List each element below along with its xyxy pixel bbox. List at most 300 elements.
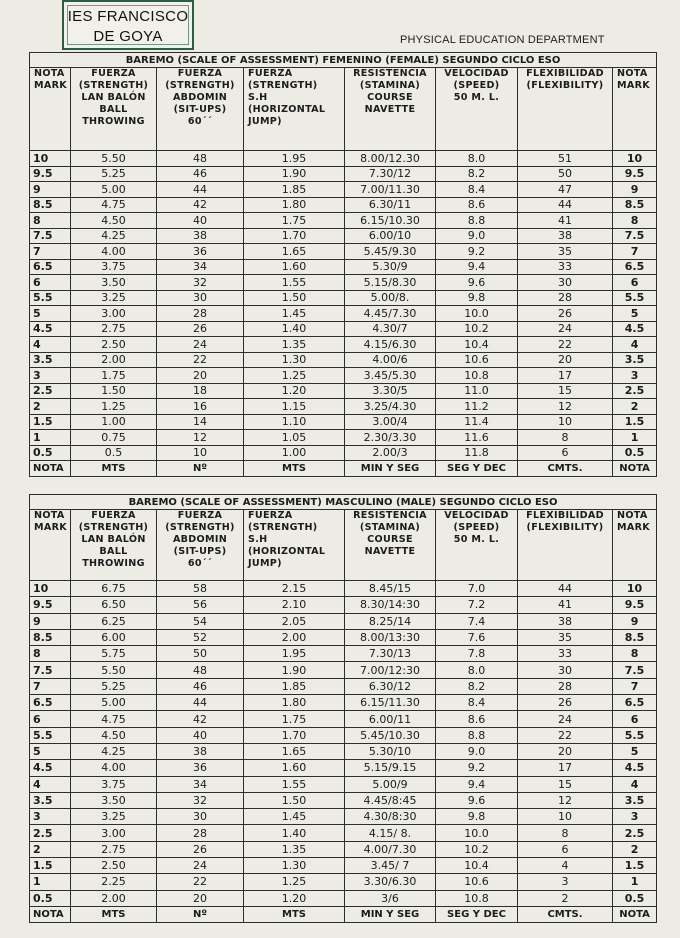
table-cell: 6.00/10 (345, 228, 436, 244)
table-row (30, 629, 657, 645)
table-cell: 7 (30, 244, 71, 260)
table-cell: 24 (518, 321, 613, 337)
table-cell: 1.80 (244, 695, 345, 711)
table-cell: 1.35 (244, 337, 345, 353)
table-cell: 36 (157, 760, 244, 776)
table-row (30, 352, 657, 368)
table-cell: 9.6 (436, 275, 518, 291)
table-cell: 5.45/10.30 (345, 727, 436, 743)
table-cell: 7 (613, 678, 657, 694)
table-cell: 9.4 (436, 259, 518, 275)
table-cell: 2 (30, 399, 71, 415)
table-cell: 4.45/8:45 (345, 792, 436, 808)
table-row (30, 213, 657, 229)
table-cell: 4 (30, 337, 71, 353)
table-cell: 8 (30, 213, 71, 229)
table-cell: 10 (30, 151, 71, 167)
table-cell: 7 (30, 678, 71, 694)
table-row (30, 581, 657, 597)
table-cell: 10.8 (436, 368, 518, 384)
table-cell: 7.00/11.30 (345, 182, 436, 198)
table-cell: 42 (157, 711, 244, 727)
table-cell: 5.45/9.30 (345, 244, 436, 260)
table-cell: 4.25 (71, 743, 157, 759)
female-assessment-table (29, 52, 657, 477)
units-row (30, 461, 657, 477)
table-cell: 35 (518, 244, 613, 260)
table-cell: 4.50 (71, 727, 157, 743)
table-cell: 3 (613, 809, 657, 825)
column-header-line: NOTA (617, 68, 648, 79)
table-cell: 6.15/10.30 (345, 213, 436, 229)
units-cell: CMTS. (518, 906, 613, 922)
table-cell: 3.75 (71, 776, 157, 792)
table-cell: 2.00 (71, 352, 157, 368)
table-cell: 4 (30, 776, 71, 792)
table-cell: 48 (157, 662, 244, 678)
table-cell: 1.65 (244, 244, 345, 260)
table-cell: 5.15/8.30 (345, 275, 436, 291)
table-cell: 4.30/7 (345, 321, 436, 337)
table-cell: 1.90 (244, 662, 345, 678)
table-cell: 8 (613, 213, 657, 229)
table-cell: 1.25 (244, 874, 345, 890)
table-cell: 38 (518, 613, 613, 629)
table-cell: 8.5 (30, 197, 71, 213)
column-header-line: FLEXIBILIDAD (526, 510, 604, 521)
table-cell: 5.30/10 (345, 743, 436, 759)
table-cell: 35 (518, 629, 613, 645)
table-cell: 5.15/9.15 (345, 760, 436, 776)
column-header-line: NOTA (34, 68, 65, 79)
table-cell: 1.45 (244, 809, 345, 825)
column-header-line: (STAMINA) (359, 80, 421, 91)
table-cell: 1.5 (613, 414, 657, 430)
table-cell: 1.65 (244, 743, 345, 759)
table-cell: 5.5 (613, 727, 657, 743)
table-cell: 3.25 (71, 809, 157, 825)
column-header-line: RESISTENCIA (353, 510, 427, 521)
table-cell: 16 (157, 399, 244, 415)
table-cell: 8.0 (436, 151, 518, 167)
column-header-line: RESISTENCIA (353, 68, 427, 79)
table-cell: 3.45/5.30 (345, 368, 436, 384)
column-header-line: FUERZA (91, 510, 136, 521)
table-cell: 5.00/8. (345, 290, 436, 306)
table-cell: 11.6 (436, 430, 518, 446)
table-cell: 44 (518, 197, 613, 213)
table-cell: 44 (157, 182, 244, 198)
column-header (244, 510, 345, 581)
table-row (30, 244, 657, 260)
table-cell: 8.8 (436, 727, 518, 743)
department-heading: PHYSICAL EDUCATION DEPARTMENT (400, 34, 605, 46)
table-cell: 6 (30, 711, 71, 727)
table-cell: 3.00 (71, 825, 157, 841)
table-cell: 9 (30, 182, 71, 198)
table-cell: 1.20 (244, 383, 345, 399)
table-cell: 11.4 (436, 414, 518, 430)
units-cell: MTS (71, 906, 157, 922)
table-cell: 22 (518, 337, 613, 353)
table-cell: 20 (157, 368, 244, 384)
table-row (30, 399, 657, 415)
table-cell: 1.75 (71, 368, 157, 384)
table-cell: 4.5 (613, 760, 657, 776)
table-cell: 3.25/4.30 (345, 399, 436, 415)
table-cell: 3.25 (71, 290, 157, 306)
table-cell: 46 (157, 166, 244, 182)
table-cell: 7.4 (436, 613, 518, 629)
table-cell: 6.5 (30, 259, 71, 275)
column-header-line: (STRENGTH) (78, 522, 149, 533)
table-cell: 4.5 (30, 760, 71, 776)
table-cell: 6.30/12 (345, 678, 436, 694)
table-cell: 7.6 (436, 629, 518, 645)
column-header (345, 68, 436, 151)
table-cell: 26 (518, 306, 613, 322)
column-header (436, 510, 518, 581)
table-cell: 9.5 (613, 166, 657, 182)
table-cell: 1.25 (71, 399, 157, 415)
table-cell: 10.2 (436, 321, 518, 337)
table-cell: 4.45/7.30 (345, 306, 436, 322)
units-cell: NOTA (30, 461, 71, 477)
table-cell: 2.30/3.30 (345, 430, 436, 446)
table-cell: 0.5 (30, 445, 71, 461)
table-cell: 2 (518, 890, 613, 906)
table-cell: 54 (157, 613, 244, 629)
table-cell: 50 (518, 166, 613, 182)
table-cell: 5.5 (30, 727, 71, 743)
table-cell: 2.15 (244, 581, 345, 597)
table-cell: 1.50 (244, 290, 345, 306)
units-row (30, 906, 657, 922)
table-row (30, 760, 657, 776)
table-cell: 2.00/3 (345, 445, 436, 461)
table-row (30, 290, 657, 306)
table-cell: 8.5 (613, 629, 657, 645)
table-cell: 1.30 (244, 352, 345, 368)
table-cell: 3 (518, 874, 613, 890)
table-cell: 30 (518, 275, 613, 291)
units-cell: CMTS. (518, 461, 613, 477)
table-cell: 1 (30, 874, 71, 890)
table-cell: 1.95 (244, 646, 345, 662)
table-row (30, 662, 657, 678)
column-header-line: FUERZA (248, 68, 293, 79)
table-cell: 1.05 (244, 430, 345, 446)
units-cell: MIN Y SEG (345, 461, 436, 477)
logo-line-2: DE GOYA (93, 28, 163, 45)
table-row (30, 430, 657, 446)
table-cell: 4.30/8:30 (345, 809, 436, 825)
table-cell: 5 (30, 306, 71, 322)
column-header-line: S.H (248, 534, 268, 545)
column-header-line: (STRENGTH) (165, 522, 235, 533)
table-cell: 8.2 (436, 678, 518, 694)
table-cell: 50 (157, 646, 244, 662)
table-cell: 10 (157, 445, 244, 461)
table-cell: 3.30/5 (345, 383, 436, 399)
table-cell: 3.5 (613, 792, 657, 808)
column-header-line: S.H (248, 92, 268, 103)
table-cell: 38 (157, 743, 244, 759)
table-cell: 4.5 (30, 321, 71, 337)
table-cell: 26 (157, 321, 244, 337)
table-cell: 52 (157, 629, 244, 645)
table-row (30, 151, 657, 167)
table-cell: 3 (30, 368, 71, 384)
table-row (30, 182, 657, 198)
table-cell: 3.5 (30, 792, 71, 808)
column-header-line: BALL (99, 104, 128, 115)
table-cell: 9.5 (30, 166, 71, 182)
table-title: BAREMO (SCALE OF ASSESSMENT) MASCULINO (MALE) SEGUNDO CICLO ESO (30, 495, 657, 510)
header-row (30, 510, 657, 581)
column-header-line: (SIT-UPS) (173, 546, 227, 557)
table-cell: 7 (613, 244, 657, 260)
table-cell: 6.5 (613, 259, 657, 275)
table-cell: 1.15 (244, 399, 345, 415)
table-cell: 20 (157, 890, 244, 906)
table-cell: 1.5 (613, 858, 657, 874)
table-cell: 1.90 (244, 166, 345, 182)
table-cell: 17 (518, 760, 613, 776)
column-header-line: (STRENGTH) (78, 80, 149, 91)
table-cell: 3.50 (71, 792, 157, 808)
table-cell: 2 (30, 841, 71, 857)
units-cell: SEG Y DEC (436, 906, 518, 922)
male-assessment-table (29, 494, 657, 923)
column-header-line: (SPEED) (453, 80, 500, 91)
table-cell: 9 (613, 182, 657, 198)
table-cell: 9.0 (436, 743, 518, 759)
table-cell: 8.2 (436, 166, 518, 182)
table-cell: 5 (30, 743, 71, 759)
units-cell: MTS (244, 461, 345, 477)
table-cell: 1.10 (244, 414, 345, 430)
header-row (30, 68, 657, 151)
table-cell: 9.8 (436, 809, 518, 825)
logo-line-1: IES FRANCISCO (67, 8, 189, 25)
table-cell: 7.5 (613, 662, 657, 678)
table-cell: 5.25 (71, 678, 157, 694)
table-cell: 6.75 (71, 581, 157, 597)
table-cell: 2.50 (71, 858, 157, 874)
table-cell: 5.5 (30, 290, 71, 306)
table-row (30, 646, 657, 662)
table-row (30, 383, 657, 399)
column-header-line: JUMP) (248, 116, 282, 127)
table-cell: 1.95 (244, 151, 345, 167)
table-cell: 7.2 (436, 597, 518, 613)
table-cell: 3.00/4 (345, 414, 436, 430)
table-cell: 7.5 (30, 228, 71, 244)
column-header-line: FUERZA (177, 510, 223, 521)
table-cell: 22 (518, 727, 613, 743)
column-header-line: BALL (99, 546, 128, 557)
table-cell: 26 (518, 695, 613, 711)
table-cell: 6.5 (613, 695, 657, 711)
table-cell: 8.6 (436, 711, 518, 727)
table-cell: 4.00 (71, 760, 157, 776)
table-cell: 1.85 (244, 182, 345, 198)
table-row (30, 228, 657, 244)
table-cell: 1.85 (244, 678, 345, 694)
table-cell: 24 (157, 858, 244, 874)
table-cell: 1 (613, 430, 657, 446)
table-cell: 44 (157, 695, 244, 711)
table-cell: 5.75 (71, 646, 157, 662)
column-header (157, 68, 244, 151)
table-cell: 3.5 (30, 352, 71, 368)
table-cell: 3.45/ 7 (345, 858, 436, 874)
table-cell: 9.2 (436, 244, 518, 260)
table-cell: 36 (157, 244, 244, 260)
table-row (30, 368, 657, 384)
table-row (30, 776, 657, 792)
table-cell: 7.5 (613, 228, 657, 244)
table-cell: 12 (518, 792, 613, 808)
table-cell: 9.0 (436, 228, 518, 244)
column-header-line: (SPEED) (453, 522, 500, 533)
table-row (30, 711, 657, 727)
table-cell: 11.8 (436, 445, 518, 461)
table-cell: 2.5 (613, 383, 657, 399)
table-cell: 56 (157, 597, 244, 613)
column-header (244, 68, 345, 151)
table-cell: 2.75 (71, 321, 157, 337)
table-cell: 2.5 (30, 825, 71, 841)
table-cell: 10.6 (436, 874, 518, 890)
column-header-line: COURSE (367, 92, 413, 103)
column-header-line: (HORIZONTAL (248, 104, 326, 115)
school-logo (62, 0, 194, 50)
table-cell: 1.5 (30, 858, 71, 874)
table-cell: 15 (518, 776, 613, 792)
table-cell: 1.45 (244, 306, 345, 322)
table-cell: 51 (518, 151, 613, 167)
table-cell: 9.6 (436, 792, 518, 808)
table-cell: 5.50 (71, 151, 157, 167)
column-header (157, 510, 244, 581)
table-cell: 6 (613, 275, 657, 291)
table-cell: 8.00/12.30 (345, 151, 436, 167)
table-cell: 5.00 (71, 182, 157, 198)
table-cell: 4.75 (71, 711, 157, 727)
table-cell: 4.50 (71, 213, 157, 229)
table-cell: 17 (518, 368, 613, 384)
table-cell: 9.5 (613, 597, 657, 613)
table-row (30, 727, 657, 743)
table-cell: 6.5 (30, 695, 71, 711)
column-header-line: JUMP) (248, 558, 282, 569)
units-cell: MTS (244, 906, 345, 922)
table-cell: 8.4 (436, 695, 518, 711)
table-cell: 22 (157, 874, 244, 890)
column-header-line: NOTA (617, 510, 648, 521)
table-cell: 4 (613, 776, 657, 792)
table-cell: 2.50 (71, 337, 157, 353)
table-cell: 41 (518, 213, 613, 229)
male-assessment-table-wrap (29, 494, 656, 923)
table-cell: 10.8 (436, 890, 518, 906)
table-row (30, 306, 657, 322)
table-cell: 7.30/12 (345, 166, 436, 182)
column-header-line: 60´´ (187, 116, 213, 127)
table-cell: 7.5 (30, 662, 71, 678)
table-cell: 4 (518, 858, 613, 874)
column-header-line: (HORIZONTAL (248, 546, 326, 557)
table-cell: 24 (518, 711, 613, 727)
table-cell: 48 (157, 151, 244, 167)
table-cell: 11.2 (436, 399, 518, 415)
column-header (518, 510, 613, 581)
column-header-line: THROWING (82, 116, 145, 127)
table-cell: 8.5 (613, 197, 657, 213)
column-header-line: 50 M. L. (453, 92, 500, 103)
table-cell: 11.0 (436, 383, 518, 399)
table-cell: 8 (613, 646, 657, 662)
table-cell: 5.00/9 (345, 776, 436, 792)
table-cell: 18 (157, 383, 244, 399)
table-row (30, 874, 657, 890)
table-cell: 7.0 (436, 581, 518, 597)
table-cell: 1.20 (244, 890, 345, 906)
units-cell: NOTA (613, 461, 657, 477)
table-cell: 15 (518, 383, 613, 399)
table-cell: 7.8 (436, 646, 518, 662)
column-header-line: (SIT-UPS) (173, 104, 227, 115)
table-cell: 5.50 (71, 662, 157, 678)
table-cell: 1.40 (244, 825, 345, 841)
table-cell: 0.5 (71, 445, 157, 461)
table-cell: 8 (518, 825, 613, 841)
table-cell: 5.30/9 (345, 259, 436, 275)
table-row (30, 414, 657, 430)
table-cell: 41 (518, 597, 613, 613)
column-header (613, 68, 657, 151)
table-cell: 28 (157, 825, 244, 841)
table-cell: 10.6 (436, 352, 518, 368)
table-cell: 4.75 (71, 197, 157, 213)
table-cell: 0.5 (613, 445, 657, 461)
table-cell: 24 (157, 337, 244, 353)
table-cell: 6.30/11 (345, 197, 436, 213)
column-header (436, 68, 518, 151)
table-cell: 3.50 (71, 275, 157, 291)
column-header-line: VELOCIDAD (444, 510, 509, 521)
table-row (30, 166, 657, 182)
table-row (30, 743, 657, 759)
table-cell: 4 (613, 337, 657, 353)
table-cell: 2.00 (244, 629, 345, 645)
table-cell: 3/6 (345, 890, 436, 906)
table-row (30, 825, 657, 841)
table-cell: 2.5 (30, 383, 71, 399)
table-cell: 47 (518, 182, 613, 198)
table-cell: 9 (613, 613, 657, 629)
table-cell: 46 (157, 678, 244, 694)
table-cell: 7.30/13 (345, 646, 436, 662)
table-cell: 2.25 (71, 874, 157, 890)
table-cell: 1.50 (71, 383, 157, 399)
column-header-line: COURSE (367, 534, 413, 545)
table-cell: 0.5 (613, 890, 657, 906)
table-cell: 1.40 (244, 321, 345, 337)
table-cell: 2.00 (71, 890, 157, 906)
